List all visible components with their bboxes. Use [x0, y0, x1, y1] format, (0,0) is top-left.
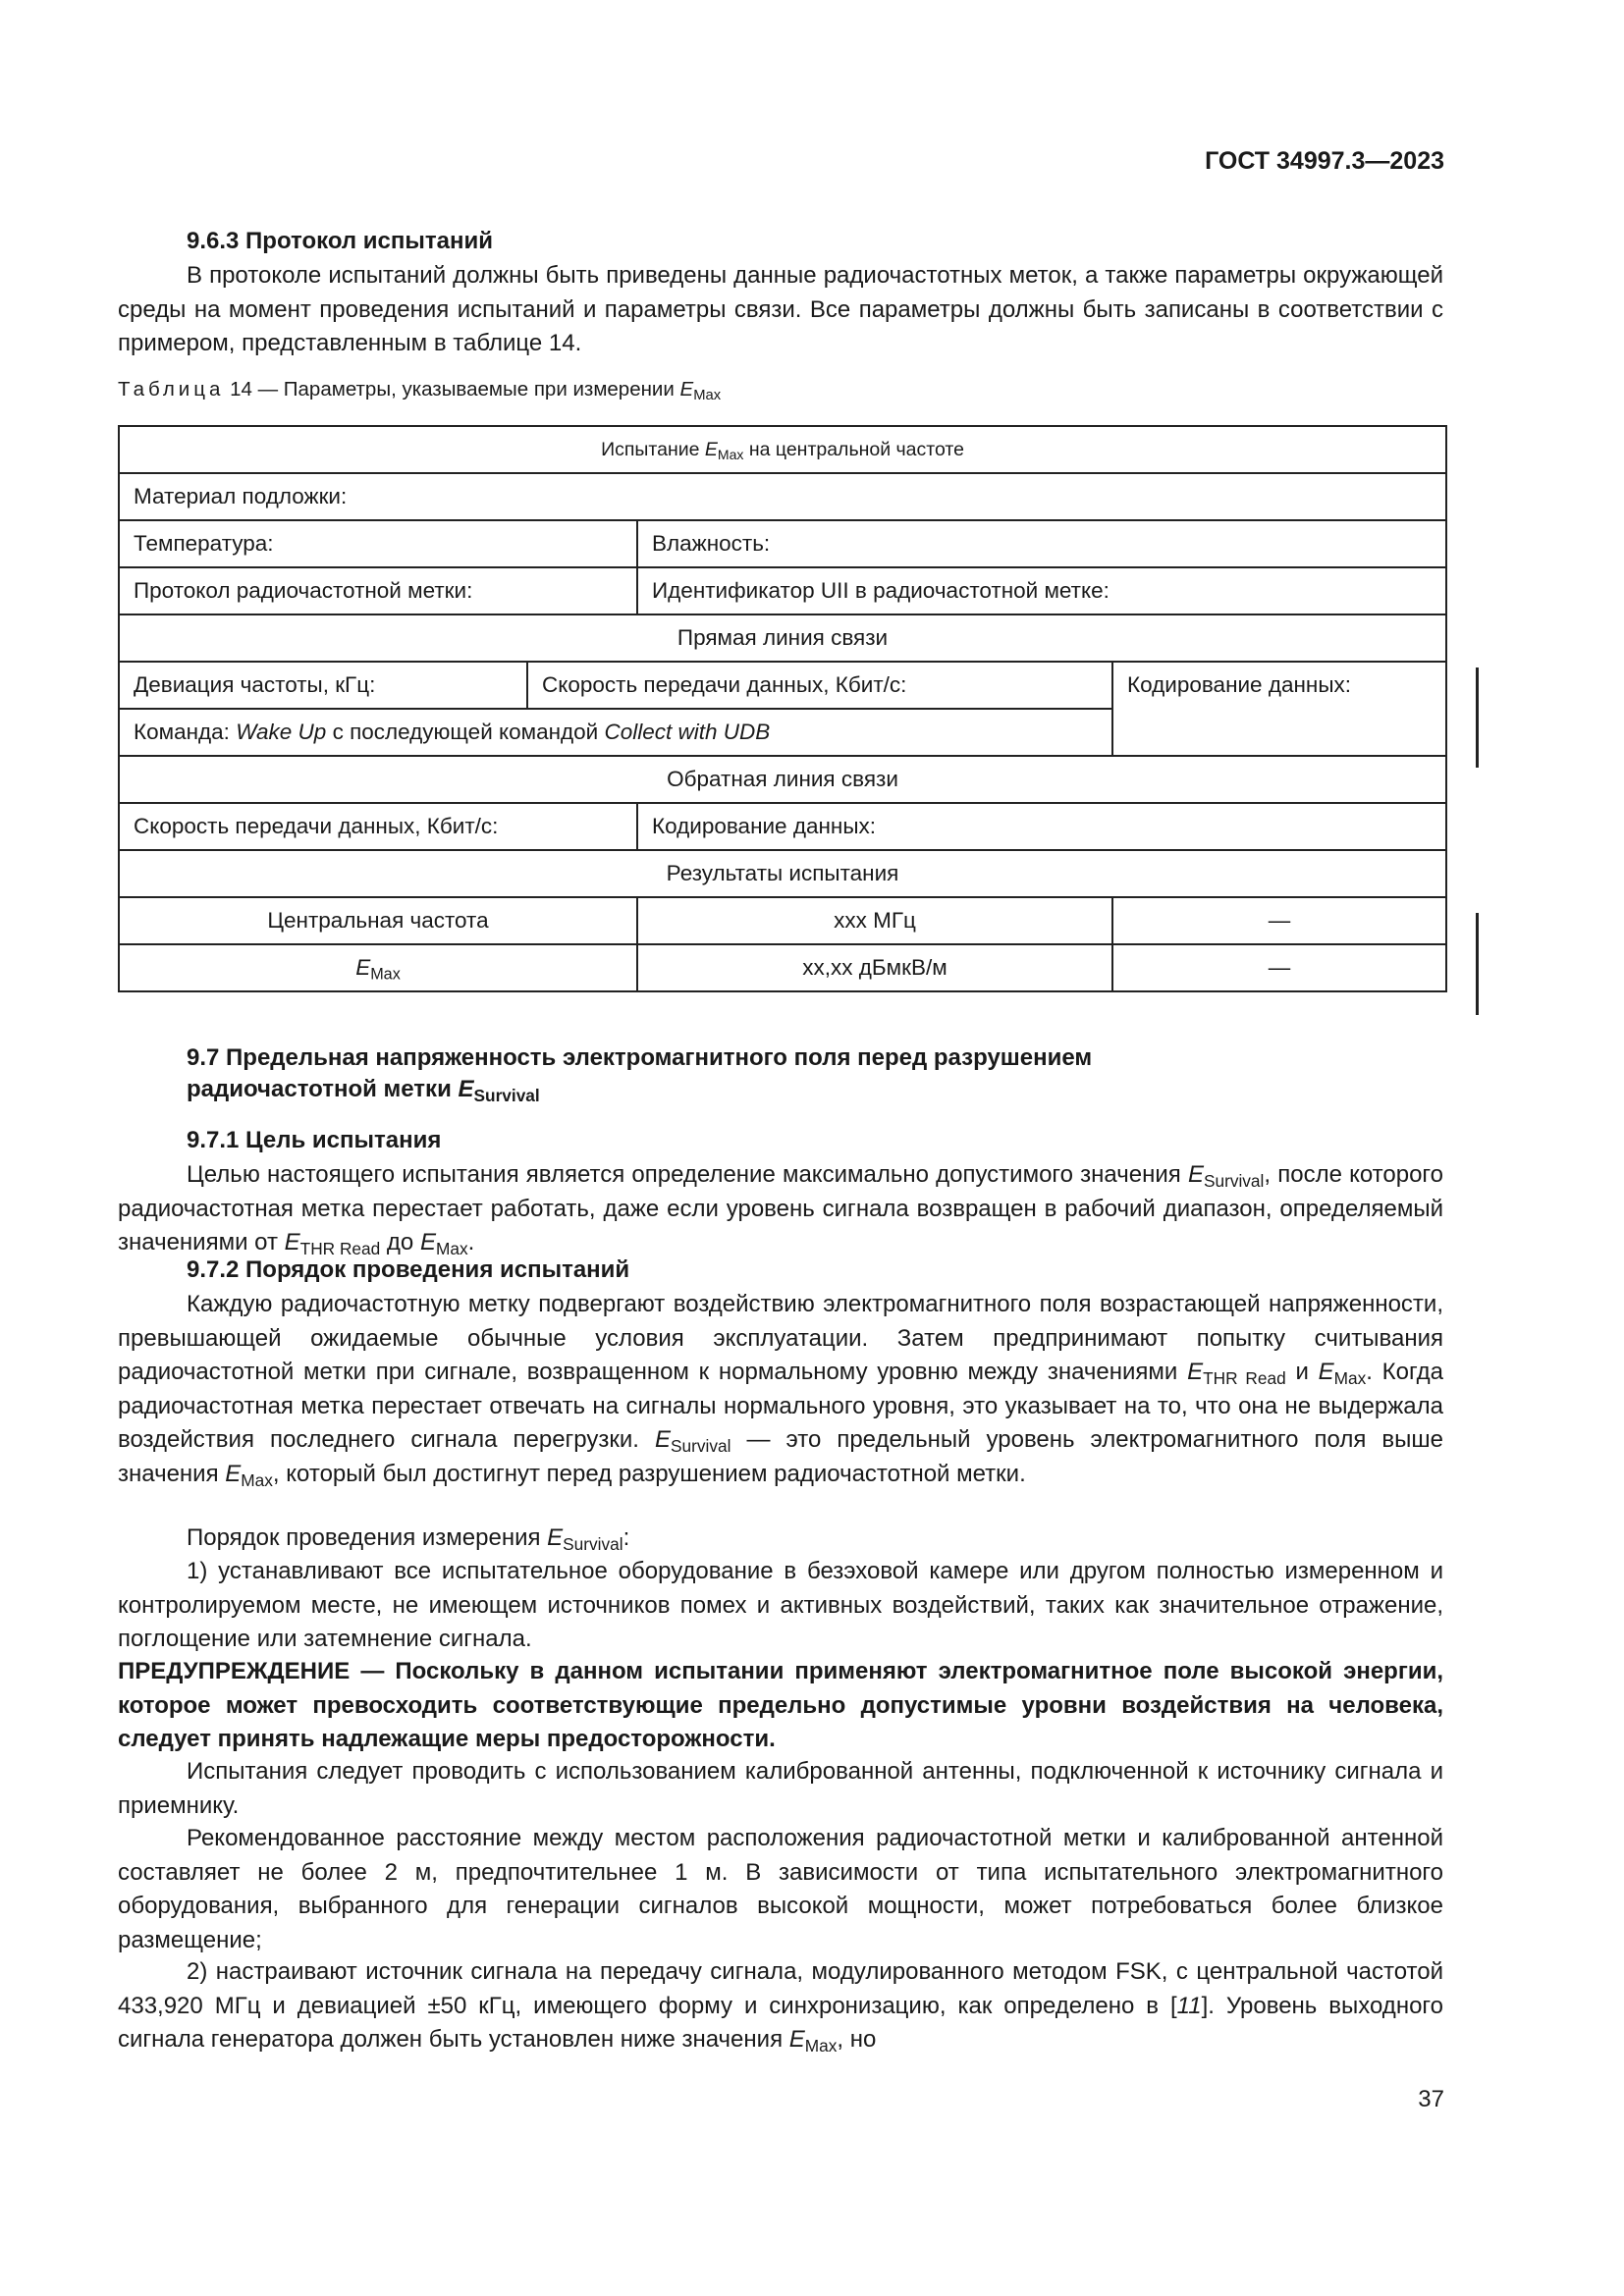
- table-row: [119, 897, 1446, 944]
- table-row: [119, 803, 1446, 850]
- warning-paragraph: ПРЕДУПРЕЖДЕНИЕ — Поскольку в данном испытании применяют электромагнитное поле высокой энергии, которое может превосходить соответствующие предельно допустимые уровни воздействия на человека, следует принять надлежащие меры предосторожности.: [118, 1658, 1443, 1752]
- table-row: [119, 567, 1446, 614]
- page-number: 37: [1418, 2086, 1444, 2112]
- cell-data-coding: Кодирование данных:: [1112, 662, 1446, 756]
- list-item-1: 1) устанавливают все испытательное оборудование в безэховой камере или другом полностью измеренном и контролируемом месте, не имеющем источников помех и активных воздействий, таких как значительное отражение, поглощение или затемнение сигнала.: [118, 1558, 1443, 1652]
- section-heading-9-7: 9.7 Предельная напряженность электромагнитного поля перед разрушением радиочастотной метки $E_{Survival}$: [187, 1044, 1093, 1105]
- table-caption-word: Таблица: [118, 378, 225, 400]
- cell-frequency-deviation: Девиация частоты, кГц:: [119, 662, 527, 709]
- cell-protocol: Протокол радиочастотной метки:: [119, 567, 637, 614]
- list-item-2: 2) настраивают источник сигнала на передачу сигнала, модулированного методом FSK, с центральной частотой 433,920 МГц и девиацией ±50 кГц, имеющего форму и синхронизацию, как определено в [11]. Уровень выходного сигнала генератора должен быть установлен ниже значения $E_{Max}$, но: [118, 1958, 1443, 2056]
- cell-humidity: Влажность:: [637, 520, 1446, 567]
- cell-center-frequency: Центральная частота: [119, 897, 637, 944]
- cell-dash: —: [1112, 944, 1446, 991]
- cell-temperature: Температура:: [119, 520, 637, 567]
- table-row: [119, 520, 1446, 567]
- cell-emax-value: xx,xx дБмкВ/м: [637, 944, 1112, 991]
- table-title-row: Испытание $E_{Max}$ на центральной частоте: [119, 426, 1446, 473]
- cell-results: Результаты испытания: [119, 850, 1446, 897]
- paragraph-9-6-3: В протоколе испытаний должны быть приведены данные радиочастотных меток, а также параметры окружающей среды на момент проведения испытаний и параметры связи. Все параметры должны быть записаны в соответствии с примером, представленным в таблице 14.: [118, 262, 1443, 356]
- parameters-table: [118, 425, 1447, 992]
- paragraph-distance: Рекомендованное расстояние между местом расположения радиочастотной метки и калиброванной антенной составляет не более 2 м, предпочтительнее 1 м. В зависимости от типа испытательного электромагнитного оборудования, выбранного для генерации сигналов высокой мощности, может потребоваться более близкое размещение;: [118, 1825, 1443, 1953]
- section-heading-9-7-2: 9.7.2 Порядок проведения испытаний: [187, 1256, 630, 1283]
- cell-dash: —: [1112, 897, 1446, 944]
- cell-command: Команда: Wake Up с последующей командой Collect with UDB: [119, 709, 1112, 756]
- table-row: [119, 850, 1446, 897]
- cell-substrate: Материал подложки:: [119, 473, 1446, 520]
- table-row: [119, 426, 1446, 473]
- paragraph-9-7-2-main: Каждую радиочастотную метку подвергают воздействию электромагнитного поля возрастающей напряженности, превышающей ожидаемые обычные условия эксплуатации. Затем предпринимают попытку считывания радиочастотной метки при сигнале, возвращенном к нормальному уровню между значениями $E_{THR Read}$ и $E_{Max}$. Когда радиочастотная метка перестает отвечать на сигналы нормального уровня, это указывает на то, что она не выдержала воздействия последнего сигнала перегрузки. $E_{Survival}$ — это предельный уровень электромагнитного поля выше значения $E_{Max}$, который был достигнут перед разрушением радиочастотной метки.: [118, 1291, 1444, 1490]
- cell-reverse-link: Обратная линия связи: [119, 756, 1446, 803]
- cell-data-rate: Скорость передачи данных, Кбит/с:: [527, 662, 1112, 709]
- document-number: ГОСТ 34997.3—2023: [1205, 147, 1444, 175]
- cell-reverse-data-rate: Скорость передачи данных, Кбит/с:: [119, 803, 637, 850]
- cell-center-frequency-value: xxx МГц: [637, 897, 1112, 944]
- table-caption-text: 14 — Параметры, указываемые при измерении: [230, 378, 675, 400]
- table-row: [119, 473, 1446, 520]
- cell-reverse-coding: Кодирование данных:: [637, 803, 1446, 850]
- table-row: [119, 614, 1446, 662]
- table-caption: Таблица 14 — Параметры, указываемые при измерении $E_{Max}$: [118, 378, 722, 404]
- cell-emax: $E_{Max}$: [119, 944, 637, 991]
- paragraph-antenna: Испытания следует проводить с использованием калиброванной антенны, подключенной к источнику сигнала и приемнику.: [118, 1758, 1443, 1819]
- table-row: [119, 756, 1446, 803]
- change-bar: [1476, 667, 1479, 768]
- section-heading-9-6-3: 9.6.3 Протокол испытаний: [187, 228, 493, 254]
- paragraph-9-7-1: Целью настоящего испытания является определение максимально допустимого значения $E_{Survival}$, после которого радиочастотная метка перестает работать, даже если уровень сигнала возвращен в рабочий диапазон, определяемый значениями от $E_{THR Read}$ до $E_{Max}$.: [118, 1161, 1444, 1258]
- table-row: [119, 662, 1446, 709]
- cell-uii: Идентификатор UII в радиочастотной метке:: [637, 567, 1446, 614]
- table-row: [119, 944, 1446, 991]
- paragraph-measurement-order: Порядок проведения измерения $E_{Survival}$:: [187, 1524, 630, 1554]
- change-bar: [1476, 913, 1479, 1015]
- section-heading-9-7-1: 9.7.1 Цель испытания: [187, 1127, 442, 1153]
- cell-forward-link: Прямая линия связи: [119, 614, 1446, 662]
